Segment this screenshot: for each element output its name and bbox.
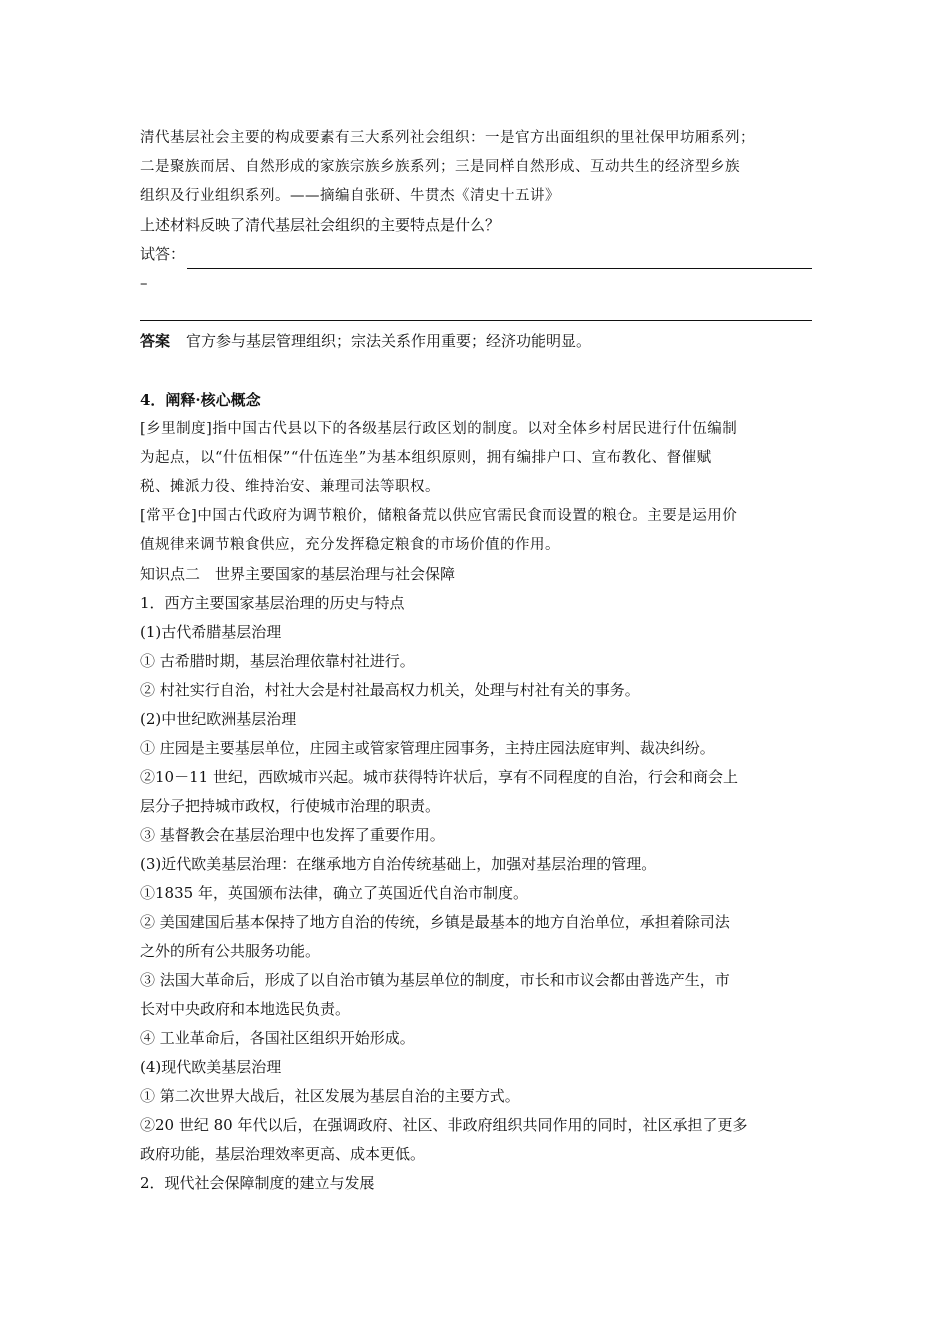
answer-prompt: 试答：: [140, 245, 186, 263]
material-line: 清代基层社会主要的构成要素有三大系列社会组织：一是官方出面组织的里社保甲坊厢系列；: [140, 130, 755, 146]
concept-line: [常平仓]中国古代政府为调节粮价，储粮备荒以供应官需民食而设置的粮仓。主要是运用价: [140, 508, 738, 524]
body-line: ③ 基督教会在基层治理中也发挥了重要作用。: [140, 826, 445, 844]
concept-line: 值规律来调节粮食供应，充分发挥稳定粮食的市场价值的作用。: [140, 537, 560, 553]
document-body: [140, 124, 812, 1198]
answer-blank-line[interactable]: [187, 248, 812, 269]
body-line: (2)中世纪欧洲基层治理: [140, 710, 297, 728]
body-line: 层分子把持城市政权，行使城市治理的职责。: [140, 797, 441, 815]
section-heading: 4．阐释·核心概念: [140, 391, 261, 409]
body-line: ② 村社实行自治，村社大会是村社最高权力机关，处理与村社有关的事务。: [140, 681, 640, 699]
body-line: ① 古希腊时期，基层治理依靠村社进行。: [140, 652, 415, 670]
answer-block: [140, 327, 812, 356]
body-line: ① 庄园是主要基层单位，庄园主或管家管理庄园事务，主持庄园法庭审判、裁决纠纷。: [140, 739, 715, 757]
body-line: ②10－11 世纪，西欧城市兴起。城市获得特许状后，享有不同程度的自治，行会和商会上: [140, 768, 738, 786]
material-passage: [140, 124, 812, 211]
body-line: ② 美国建国后基本保持了地方自治的传统，乡镇是最基本的地方自治单位，承担着除司法: [140, 913, 730, 931]
knowledge-point-title: 知识点二 世界主要国家的基层治理与社会保障: [140, 565, 456, 583]
body-line: 2．现代社会保障制度的建立与发展: [140, 1174, 375, 1192]
body-line: 政府功能，基层治理效率更高、成本更低。: [140, 1145, 426, 1163]
answer-label: 答案: [140, 332, 171, 350]
question-text: 上述材料反映了清代基层社会组织的主要特点是什么？: [140, 216, 501, 234]
concept-line: 为起点，以“什伍相保”“什伍连坐”为基本组织原则，拥有编排户口、宣布教化、督催赋: [140, 450, 712, 466]
concept-line: 税、摊派力役、维持治安、兼理司法等职权。: [140, 479, 440, 495]
material-line: 二是聚族而居、自然形成的家族宗族乡族系列；三是同样自然形成、互动共生的经济型乡族: [140, 159, 740, 175]
body-line: 1．西方主要国家基层治理的历史与特点: [140, 594, 405, 612]
concept-line: [乡里制度]指中国古代县以下的各级基层行政区划的制度。以对全体乡村居民进行什伍编制: [140, 421, 738, 437]
answer-blank-line-2[interactable]: [140, 298, 812, 327]
body-line: 之外的所有公共服务功能。: [140, 942, 321, 960]
body-line: 长对中央政府和本地选民负责。: [140, 1000, 351, 1018]
body-line: ③ 法国大革命后，形成了以自治市镇为基层单位的制度，市长和市议会都由普选产生，市: [140, 971, 730, 989]
body-line: ① 第二次世界大战后，社区发展为基层自治的主要方式。: [140, 1087, 520, 1105]
concept-definitions: [140, 415, 812, 560]
body-line: ④ 工业革命后，各国社区组织开始形成。: [140, 1029, 415, 1047]
body-line: (1)古代希腊基层治理: [140, 623, 282, 641]
answer-text: 官方参与基层管理组织；宗法关系作用重要；经济功能明显。: [186, 332, 592, 350]
body-line: ①1835 年，英国颁布法律，确立了英国近代自治市制度。: [140, 884, 528, 902]
knowledge-point-body: [140, 589, 812, 1198]
body-line: (3)近代欧美基层治理：在继承地方自治传统基础上，加强对基层治理的管理。: [140, 855, 657, 873]
body-line: (4)现代欧美基层治理: [140, 1058, 282, 1076]
blank-dash: –: [140, 274, 148, 292]
material-line: 组织及行业组织系列。——摘编自张研、牛贯杰《清史十五讲》: [140, 188, 560, 204]
answer-blank-row: [140, 240, 812, 269]
body-line: ②20 世纪 80 年代以后，在强调政府、社区、非政府组织共同作用的同时，社区承担了更多: [140, 1116, 748, 1134]
